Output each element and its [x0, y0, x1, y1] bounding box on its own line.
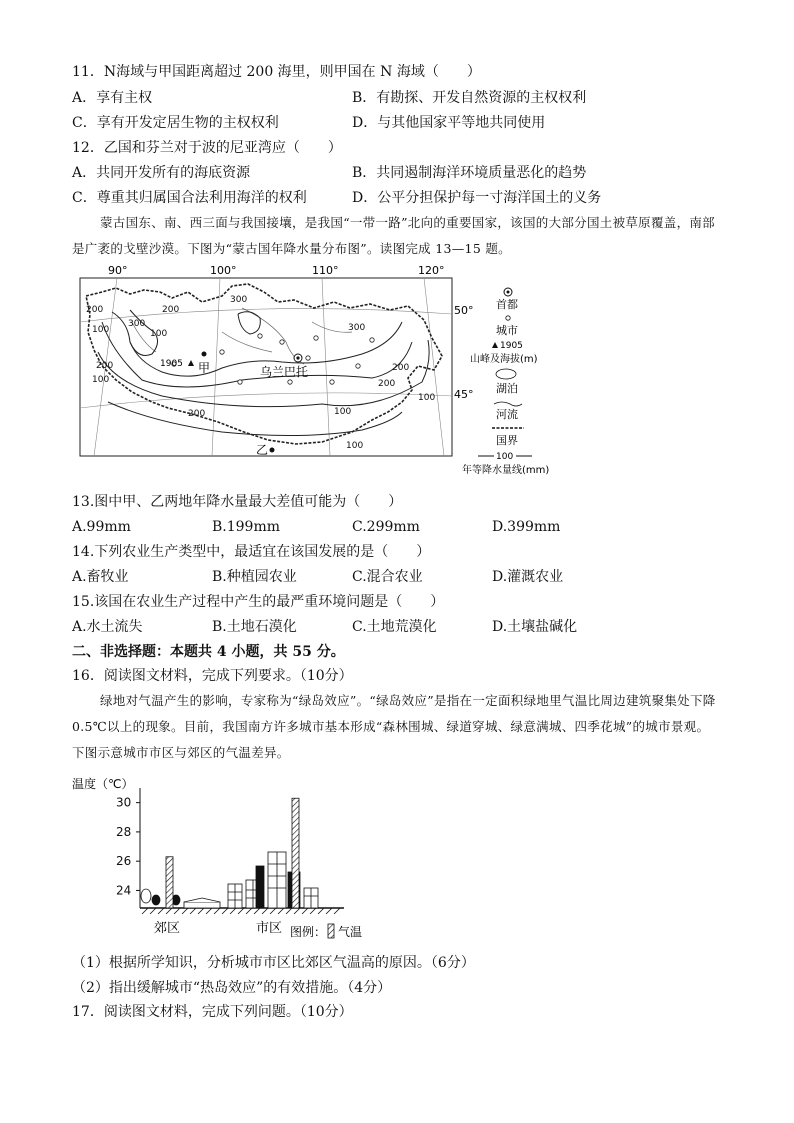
q11-option-d: D．与其他国家平等地共同使用 [352, 115, 546, 131]
temperature-bar-0 [166, 857, 173, 908]
legend-city: 城市 [496, 324, 518, 337]
legend-lake: 湖泊 [496, 382, 518, 395]
isoline-label: 100 [418, 393, 436, 403]
q12-stem: 12．乙国和芬兰对于波的尼亚湾应（ ） [72, 140, 342, 156]
mongolia-intro: 蒙古国东、南、西三面与我国接壤，是我国“一带一路”北向的重要国家，该国的大部分国土被草原覆盖，南部是广袤的戈壁沙漠。下图为“蒙古国年降水量分布图”。读图完成 13—15 题。 [72, 215, 715, 256]
temperature-chart [72, 772, 382, 942]
q16-material: 绿地对气温产生的影响，专家称为“绿岛效应”。“绿岛效应”是指在一定面积绿地里气温比周边建筑聚集处下降 0.5℃以上的现象。目前，我国南方许多城市基本形成“森林围城、绿道穿城、绿意满城、四季花城”的城市景观。下图示意城市市区与郊区的气温差异。 [72, 693, 716, 760]
jia-label: 甲 [198, 361, 211, 375]
q11-option-b: B．有勘探、开发自然资源的主权权利 [352, 90, 587, 106]
mongolia-precipitation-map [72, 262, 562, 482]
q13-option-d: D.399mm [492, 519, 561, 535]
q16-stem: 16．阅读图文材料，完成下列要求。（10分） [72, 668, 353, 684]
lon-label-90: 90° [108, 264, 128, 277]
q13-option-a: A.99mm [72, 519, 131, 535]
q12-option-b: B．共同遏制海洋环境质量恶化的趋势 [352, 165, 587, 181]
isoline-label: 200 [86, 305, 104, 315]
isoline-label: 200 [96, 361, 114, 371]
isoline-label: 300 [230, 295, 248, 305]
peak-label: 1905 [160, 359, 183, 369]
isoline-label: 100 [92, 325, 110, 335]
q13-option-b: B.199mm [212, 519, 281, 535]
isoline-label: 100 [92, 375, 110, 385]
lat-label-45: 45° [454, 388, 474, 401]
y-tick-label: 28 [116, 824, 132, 839]
isoline-label: 300 [128, 319, 146, 329]
lon-label-110: 110° [312, 264, 339, 277]
isoline-label: 200 [392, 363, 410, 373]
legend-river: 河流 [496, 408, 518, 421]
y-tick-label: 30 [116, 795, 132, 810]
suburb-scene [141, 889, 220, 908]
q13-stem: 13.图中甲、乙两地年降水量最大差值可能为（ ） [72, 494, 403, 510]
q14-option-c: C.混合农业 [352, 569, 423, 585]
y-tick-label: 26 [116, 854, 132, 869]
q15-option-d: D.土壤盐碱化 [492, 619, 578, 635]
q11-option-a: A．享有主权 [72, 90, 153, 106]
legend-item: 气温 [338, 925, 363, 939]
q12-option-a: A．共同开发所有的海底资源 [72, 165, 251, 181]
peak-triangle [188, 360, 194, 366]
lon-label-100: 100° [210, 264, 237, 277]
isoline-label: 100 [346, 441, 364, 451]
legend-border: 国界 [496, 434, 518, 447]
legend-swatch [328, 924, 334, 938]
legend-isoline-value: 100 [496, 452, 514, 462]
capital-label: 乌兰巴托 [260, 365, 309, 379]
legend-peak: 山峰及海拔(m) [470, 354, 538, 365]
q15-option-a: A.水土流失 [72, 619, 143, 635]
isoline-label: 100 [334, 407, 352, 417]
q16-sub1: （1）根据所学知识，分析城市市区比郊区气温高的原因。（6分） [72, 955, 475, 971]
category-label-city: 市区 [256, 921, 283, 936]
category-label-suburb: 郊区 [154, 921, 181, 936]
isoline-label: 200 [162, 305, 180, 315]
q11-option-c: C．享有开发定居生物的主权权利 [72, 115, 279, 131]
legend-peak-value: 1905 [500, 341, 523, 351]
lat-label-50: 50° [454, 304, 474, 317]
q12-option-c: C．尊重其归属国合法利用海洋的权利 [72, 190, 307, 206]
map-legend [462, 288, 549, 476]
isoline-label: 200 [378, 379, 396, 389]
q11-stem: 11．N海域与甲国距离超过 200 海里，则甲国在 N 海域（ ） [72, 64, 481, 80]
isoline-label: 300 [348, 323, 366, 333]
q14-option-b: B.种植园农业 [212, 569, 297, 585]
ground-hatch [142, 908, 340, 914]
q12-option-d: D．公平分担保护每一寸海洋国土的义务 [352, 190, 602, 206]
q15-stem: 15.该国在农业生产过程中产生的最严重环境问题是（ ） [72, 594, 445, 610]
section2-heading: 二、非选择题：本题共 4 小题，共 55 分。 [72, 644, 345, 660]
temperature-bar-1 [292, 798, 299, 908]
q17-stem: 17．阅读图文材料，完成下列问题。（10分） [72, 1004, 353, 1020]
q15-option-c: C.土地荒漠化 [352, 619, 437, 635]
q14-option-a: A.畜牧业 [72, 569, 129, 585]
isoline-label: 100 [150, 329, 168, 339]
legend-prefix: 图例： [290, 925, 327, 939]
chart-ylabel: 温度（℃） [72, 777, 134, 791]
q16-sub2: （2）指出缓解城市“热岛效应”的有效措施。（4分） [72, 980, 392, 996]
city-scene [228, 852, 318, 908]
legend-capital: 首都 [496, 298, 518, 311]
q15-option-b: B.土地石漠化 [212, 619, 297, 635]
mongolia-border [86, 284, 442, 444]
legend-isoline: 年等降水量线(mm) [462, 465, 550, 476]
yi-label: 乙 [256, 443, 269, 457]
lon-label-120: 120° [418, 264, 445, 277]
isoline-label: 200 [188, 409, 206, 419]
q13-option-c: C.299mm [352, 519, 420, 535]
y-tick-label: 24 [116, 883, 132, 898]
q14-stem: 14.下列农业生产类型中，最适宜在该国发展的是（ ） [72, 544, 431, 560]
q14-option-d: D.灌溉农业 [492, 569, 564, 585]
